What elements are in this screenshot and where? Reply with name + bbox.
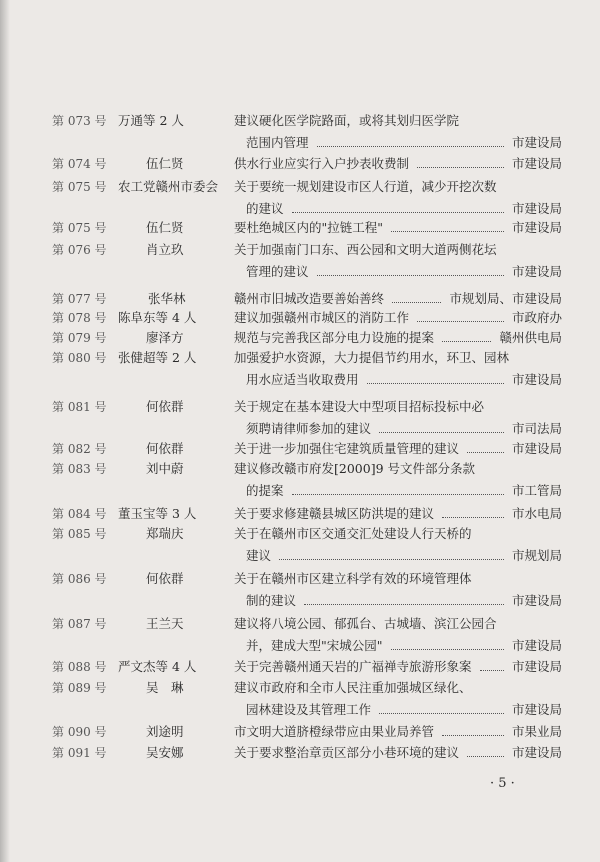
handling-department: 市建设局: [511, 441, 562, 456]
proposal-title: 建议加强赣州市城区的消防工作: [234, 310, 410, 325]
proposer-name: 张健超等 2 人: [118, 350, 197, 365]
proposal-title-continued: 园林建设及其管理工作: [246, 702, 372, 717]
leader-dots: [367, 383, 504, 384]
proposal-number: 第 090 号: [52, 725, 107, 739]
leader-dots: [480, 670, 504, 671]
proposal-title-continued: 并，建成大型"宋城公园": [246, 638, 383, 653]
proposal-number: 第 075 号: [52, 180, 107, 194]
proposal-number: 第 087 号: [52, 617, 107, 631]
proposal-title: 关于要求整治章贡区部分小巷环境的建议: [234, 745, 460, 760]
proposal-entry: [0, 615, 600, 655]
leader-dots: [442, 735, 504, 736]
proposal-number: 第 079 号: [52, 331, 107, 345]
proposal-title: 关于加强南门口东、西公园和文明大道两侧花坛: [234, 242, 497, 257]
proposal-title-continued: 的提案: [246, 483, 284, 498]
leader-dots: [417, 167, 504, 168]
proposal-title: 关于规定在基本建设大中型项目招标投标中必: [234, 399, 485, 414]
proposal-number: 第 082 号: [52, 442, 107, 456]
handling-department: 市司法局: [511, 421, 562, 436]
proposal-entry: [0, 241, 600, 281]
proposer-name: 农工党赣州市委会: [118, 179, 219, 194]
proposal-title-continued: 管理的建议: [246, 264, 309, 279]
proposal-title: 关于在赣州市区建立科学有效的环境管理体: [234, 571, 472, 586]
proposer-name: 伍仁贤: [146, 156, 184, 171]
proposal-title: 关于进一步加强住宅建筑质量管理的建议: [234, 441, 460, 456]
proposal-title: 市文明大道脐橙绿带应由果业局养管: [234, 724, 435, 739]
proposal-title-continued: 用水应适当收取费用: [246, 372, 359, 387]
proposal-title-continued: 须聘请律师参加的建议: [246, 421, 372, 436]
proposal-entry: [0, 460, 600, 500]
proposer-name: 张华林: [148, 291, 186, 306]
leader-dots: [379, 432, 504, 433]
proposal-number: 第 084 号: [52, 507, 107, 521]
proposer-name: 刘途明: [146, 724, 184, 739]
proposal-number: 第 075 号: [52, 221, 107, 235]
proposal-title: 建议将八境公园、郁孤台、古城墙、滨江公园合: [234, 616, 497, 631]
handling-department: 市建设局: [511, 372, 562, 387]
proposal-title-continued: 建议: [246, 548, 272, 563]
handling-department: 市建设局: [511, 264, 562, 279]
proposer-name: 陈阜东等 4 人: [118, 310, 197, 325]
proposer-name: 何依群: [146, 571, 184, 586]
proposal-number: 第 076 号: [52, 243, 107, 257]
leader-dots: [391, 231, 504, 232]
proposal-entry: [0, 570, 600, 610]
proposal-entry: [0, 112, 600, 152]
proposal-number: 第 089 号: [52, 681, 107, 695]
proposal-number: 第 074 号: [52, 157, 107, 171]
leader-dots: [467, 452, 504, 453]
proposal-number: 第 081 号: [52, 400, 107, 414]
handling-department: 市建设局: [511, 593, 562, 608]
handling-department: 市建设局: [511, 702, 562, 717]
handling-department: 市建设局: [511, 638, 562, 653]
proposal-title: 加强爱护水资源，大力提倡节约用水，环卫、园林: [234, 350, 510, 365]
leader-dots: [292, 494, 504, 495]
handling-department: 赣州供电局: [499, 330, 562, 345]
proposal-number: 第 085 号: [52, 527, 107, 541]
proposal-title: 关于完善赣州通天岩的广福禅寺旅游形象案: [234, 659, 472, 674]
page-number: · 5 ·: [490, 776, 515, 791]
proposer-name: 郑瑞庆: [146, 526, 184, 541]
proposer-name: 伍仁贤: [146, 220, 184, 235]
handling-department: 市政府办: [511, 310, 562, 325]
proposal-title: 规范与完善我区部分电力设施的提案: [234, 330, 435, 345]
proposal-number: 第 077 号: [52, 292, 107, 306]
proposal-title-continued: 范围内管理: [246, 135, 309, 150]
leader-dots: [317, 275, 504, 276]
proposer-name: 吴 琳: [146, 680, 184, 695]
proposal-entry: [0, 178, 600, 218]
handling-department: 市建设局: [511, 659, 562, 674]
proposal-title-continued: 制的建议: [246, 593, 297, 608]
proposal-number: 第 078 号: [52, 311, 107, 325]
leader-dots: [417, 321, 504, 322]
leader-dots: [392, 302, 441, 303]
proposal-entry: [0, 525, 600, 565]
proposal-number: 第 083 号: [52, 462, 107, 476]
handling-department: 市建设局: [511, 745, 562, 760]
proposal-title: 建议市政府和全市人民注重加强城区绿化、: [234, 680, 472, 695]
proposal-title: 建议硬化医学院路面，或将其划归医学院: [234, 113, 460, 128]
proposal-title: 赣州市旧城改造要善始善终: [234, 291, 385, 306]
proposal-number: 第 073 号: [52, 114, 107, 128]
proposal-number: 第 088 号: [52, 660, 107, 674]
proposer-name: 王兰天: [146, 616, 184, 631]
leader-dots: [379, 713, 504, 714]
proposer-name: 董玉宝等 3 人: [118, 506, 197, 521]
leader-dots: [467, 756, 504, 757]
handling-department: 市水电局: [511, 506, 562, 521]
leader-dots: [317, 146, 504, 147]
proposal-title: 关于要求修建赣县城区防洪堤的建议: [234, 506, 435, 521]
proposer-name: 刘中蔚: [146, 461, 184, 476]
proposal-title: 要杜绝城区内的"拉链工程": [234, 220, 383, 235]
proposer-name: 廖泽方: [146, 330, 184, 345]
proposal-number: 第 080 号: [52, 351, 107, 365]
proposal-entry: [0, 349, 600, 389]
handling-department: 市规划局: [511, 548, 562, 563]
proposal-title: 关于要统一规划建设市区人行道，减少开挖次数: [234, 179, 497, 194]
proposal-title: 关于在赣州市区交通交汇处建设人行天桥的: [234, 526, 472, 541]
proposal-title-continued: 的建议: [246, 201, 284, 216]
proposal-title: 建议修改赣市府发[2000]9 号文件部分条款: [234, 461, 475, 476]
proposal-number: 第 091 号: [52, 746, 107, 760]
handling-department: 市果业局: [511, 724, 562, 739]
proposal-title: 供水行业应实行入户抄表收费制: [234, 156, 410, 171]
proposer-name: 万通等 2 人: [118, 113, 184, 128]
proposer-name: 何依群: [146, 399, 184, 414]
leader-dots: [304, 604, 504, 605]
proposer-name: 严文杰等 4 人: [118, 659, 197, 674]
proposer-name: 何依群: [146, 441, 184, 456]
handling-department: 市建设局: [511, 135, 562, 150]
proposer-name: 肖立玖: [146, 242, 184, 257]
proposer-name: 吴安娜: [146, 745, 184, 760]
handling-department: 市建设局: [511, 156, 562, 171]
handling-department: 市规划局、市建设局: [449, 291, 562, 306]
handling-department: 市工管局: [511, 483, 562, 498]
leader-dots: [442, 517, 504, 518]
handling-department: 市建设局: [511, 220, 562, 235]
handling-department: 市建设局: [511, 201, 562, 216]
proposal-entry: [0, 679, 600, 719]
proposal-number: 第 086 号: [52, 572, 107, 586]
leader-dots: [442, 341, 491, 342]
leader-dots: [279, 559, 504, 560]
leader-dots: [292, 212, 504, 213]
proposal-entry: [0, 398, 600, 438]
leader-dots: [391, 649, 504, 650]
